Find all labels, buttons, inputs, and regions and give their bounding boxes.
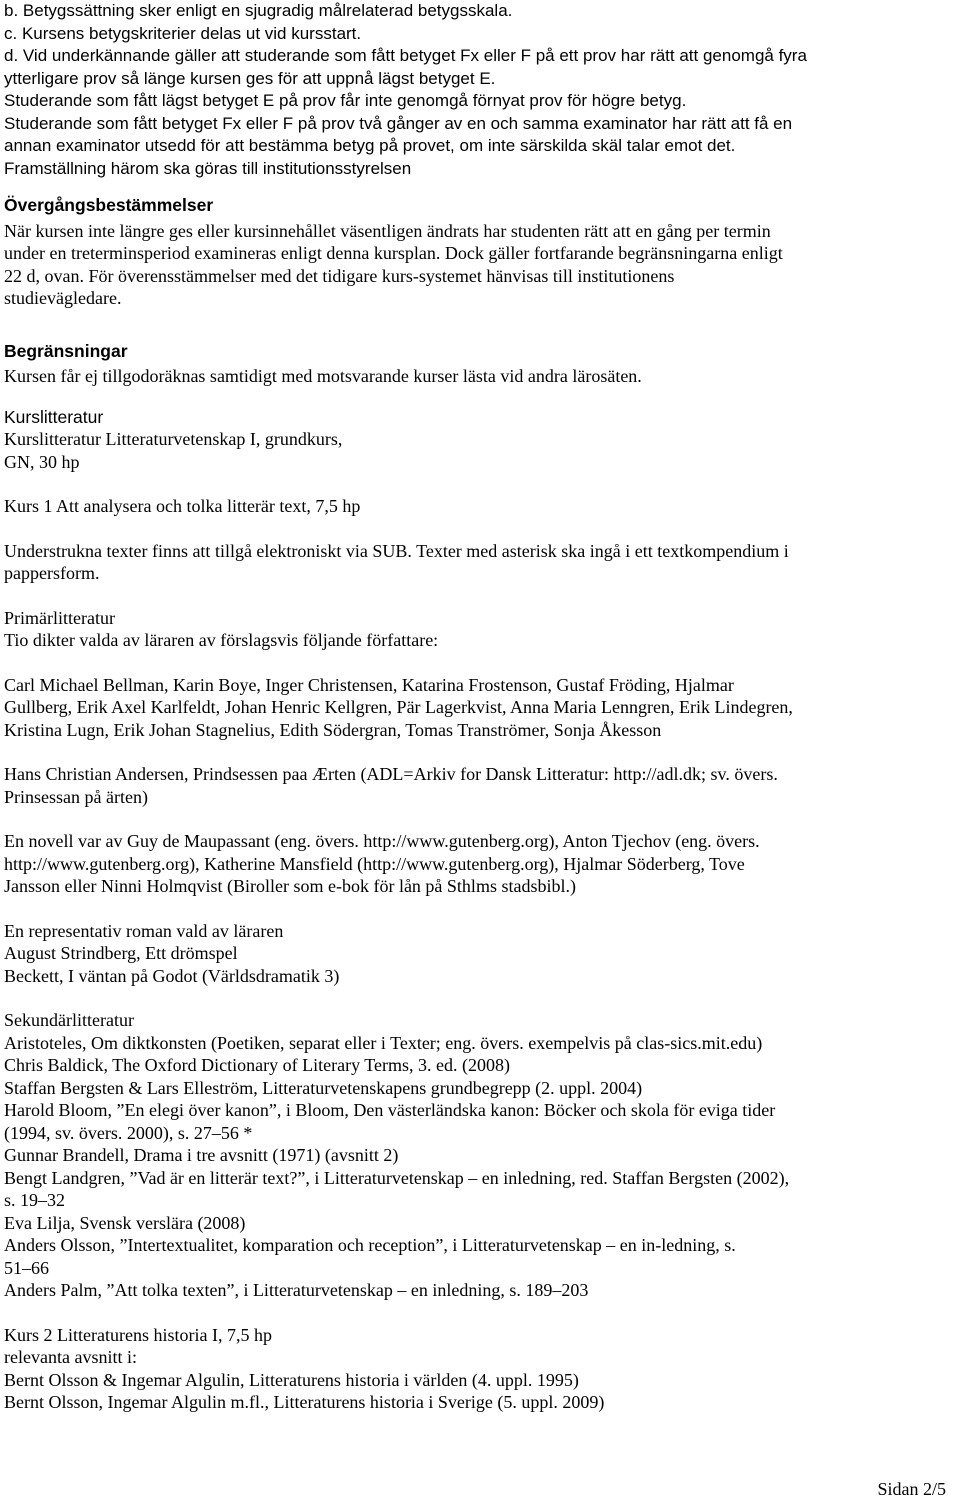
course1-title: Kurs 1 Att analysera och tolka litterär text, 7,5 hp xyxy=(4,496,361,516)
grading-f-line3: Framställning härom ska göras till institutionsstyrelsen xyxy=(4,158,412,178)
secondary-item: 51–66 xyxy=(4,1257,49,1278)
course2-title: Kurs 2 Litteraturens historia I, 7,5 hp xyxy=(4,1324,272,1345)
grading-b: b. Betygssättning sker enligt en sjugradig målrelaterad betygsskala. xyxy=(4,1,513,20)
roman-line1: En representativ roman vald av läraren xyxy=(4,920,284,941)
transition-heading: Övergångsbestämmelser xyxy=(4,195,214,215)
grading-f-line1: Studerande som fått betyget Fx eller F på prov två gånger av en och samma examinator har rätt att få en xyxy=(4,113,793,133)
secondary-item: Staffan Bergsten & Lars Elleström, Litteraturvetenskapens grundbegrepp (2. uppl. 2004) xyxy=(4,1077,643,1098)
transition-line2: under en treterminsperiod examineras enligt denna kursplan. Dock gäller fortfarande begränsningarna enligt xyxy=(4,243,783,263)
grading-f-line2: annan examinator utsedd för att bestämma betyg på provet, om inte särskilda skäl talar emot det. xyxy=(4,136,736,155)
relevant-label: relevanta avsnitt i: xyxy=(4,1347,137,1367)
transition-line3: 22 d, ovan. För överensstämmelser med det tidigare kurs-systemet hänvisas till institutionens xyxy=(4,265,675,286)
grading-section xyxy=(4,0,956,180)
authors-line3: Kristina Lugn, Erik Johan Stagnelius, Edith Södergran, Tomas Tranströmer, Sonja Åkesson xyxy=(4,719,662,740)
history-line2: Bernt Olsson, Ingemar Algulin m.fl., Litteraturens historia i Sverige (5. uppl. 2009) xyxy=(4,1392,605,1412)
secondary-item: Anders Olsson, ”Intertextualitet, komparation och reception”, i Litteraturvetenskap – en in-ledning, s. xyxy=(4,1235,736,1255)
grading-d-line1: d. Vid underkännande gäller att studerande som fått betyget Fx eller F på ett prov har rätt att genomgå fyra xyxy=(4,46,807,65)
secondary-item: Anders Palm, ”Att tolka texten”, i Litteraturvetenskap – en inledning, s. 189–203 xyxy=(4,1280,589,1300)
novel-line3: Jansson eller Ninni Holmqvist (Biroller som e-bok för lån på Sthlms stadsbibl.) xyxy=(4,876,576,896)
note-line1: Understrukna texter finns att tillgå elektroniskt via SUB. Texter med asterisk ska ingå i ett textkompendium i xyxy=(4,540,789,561)
secondary-item: Aristoteles, Om diktkonsten (Poetiken, separat eller i Texter; eng. övers. exempelvis på clas-sics.mit.edu) xyxy=(4,1032,763,1053)
roman-line3: Beckett, I väntan på Godot (Världsdramatik 3) xyxy=(4,965,340,986)
transition-section xyxy=(4,194,956,310)
andersen-line2: Prinsessan på ärten) xyxy=(4,786,148,807)
secondary-heading: Sekundärlitteratur xyxy=(4,1010,134,1030)
literature-heading: Kurslitteratur xyxy=(4,406,104,427)
authors-line1: Carl Michael Bellman, Karin Boye, Inger Christensen, Katarina Frostenson, Gustaf Fröding, Hjalmar xyxy=(4,674,734,695)
secondary-item: s. 19–32 xyxy=(4,1190,66,1210)
novel-line2: http://www.gutenberg.org), Katherine Mansfield (http://www.gutenberg.org), Hjalmar Söderberg, Tove xyxy=(4,853,745,874)
grading-d-line2: ytterligare prov så länge kursen ges för att uppnå lägst betyget E. xyxy=(4,68,496,88)
limits-line1: Kursen får ej tillgodoräknas samtidigt med motsvarande kurser lästa vid andra lärosäten. xyxy=(4,366,642,386)
literature-section xyxy=(4,406,956,1414)
secondary-item: Chris Baldick, The Oxford Dictionary of Literary Terms, 3. ed. (2008) xyxy=(4,1055,510,1075)
secondary-item: Eva Lilja, Svensk verslära (2008) xyxy=(4,1212,246,1233)
grading-c: c. Kursens betygskriterier delas ut vid kursstart. xyxy=(4,23,362,43)
page-number: Sidan 2/5 xyxy=(877,1479,946,1499)
document-page xyxy=(4,0,956,1414)
transition-line4: studievägledare. xyxy=(4,288,122,308)
literature-title-line2: GN, 30 hp xyxy=(4,451,80,472)
authors-line2: Gullberg, Erik Axel Karlfeldt, Johan Henric Kellgren, Pär Lagerkvist, Anna Maria Lenngren, Erik Lindegren, xyxy=(4,697,793,717)
grading-e-line1: Studerande som fått lägst betyget E på prov får inte genomgå förnyat prov för högre betyg. xyxy=(4,91,687,110)
literature-title-line1: Kurslitteratur Litteraturvetenskap I, grundkurs, xyxy=(4,429,343,449)
secondary-item: Bengt Landgren, ”Vad är en litterär text?”, i Litteraturvetenskap – en inledning, red. Staffan Bergsten (2002), xyxy=(4,1167,790,1188)
secondary-item: Gunnar Brandell, Drama i tre avsnitt (1971) (avsnitt 2) xyxy=(4,1145,399,1165)
primary-intro: Tio dikter valda av läraren av förslagsvis följande författare: xyxy=(4,630,439,650)
roman-line2: August Strindberg, Ett drömspel xyxy=(4,943,238,963)
andersen-line1: Hans Christian Andersen, Prindsessen paa Ærten (ADL=Arkiv for Dansk Litteratur: http://adl.dk; sv. övers. xyxy=(4,764,778,784)
note-line2: pappersform. xyxy=(4,563,100,583)
limits-heading: Begränsningar xyxy=(4,340,128,361)
primary-heading: Primärlitteratur xyxy=(4,607,115,628)
secondary-item: (1994, sv. övers. 2000), s. 27–56 * xyxy=(4,1122,253,1143)
secondary-item: Harold Bloom, ”En elegi över kanon”, i Bloom, Den västerländska kanon: Böcker och skola för eviga tider xyxy=(4,1100,776,1120)
transition-line1: När kursen inte längre ges eller kursinnehållet väsentligen ändrats har studenten rätt att en gång per termin xyxy=(4,220,771,241)
history-line1: Bernt Olsson & Ingemar Algulin, Litteraturens historia i världen (4. uppl. 1995) xyxy=(4,1369,579,1390)
novel-line1: En novell var av Guy de Maupassant (eng. övers. http://www.gutenberg.org), Anton Tjechov (eng. övers. xyxy=(4,831,760,851)
limits-section xyxy=(4,340,956,388)
